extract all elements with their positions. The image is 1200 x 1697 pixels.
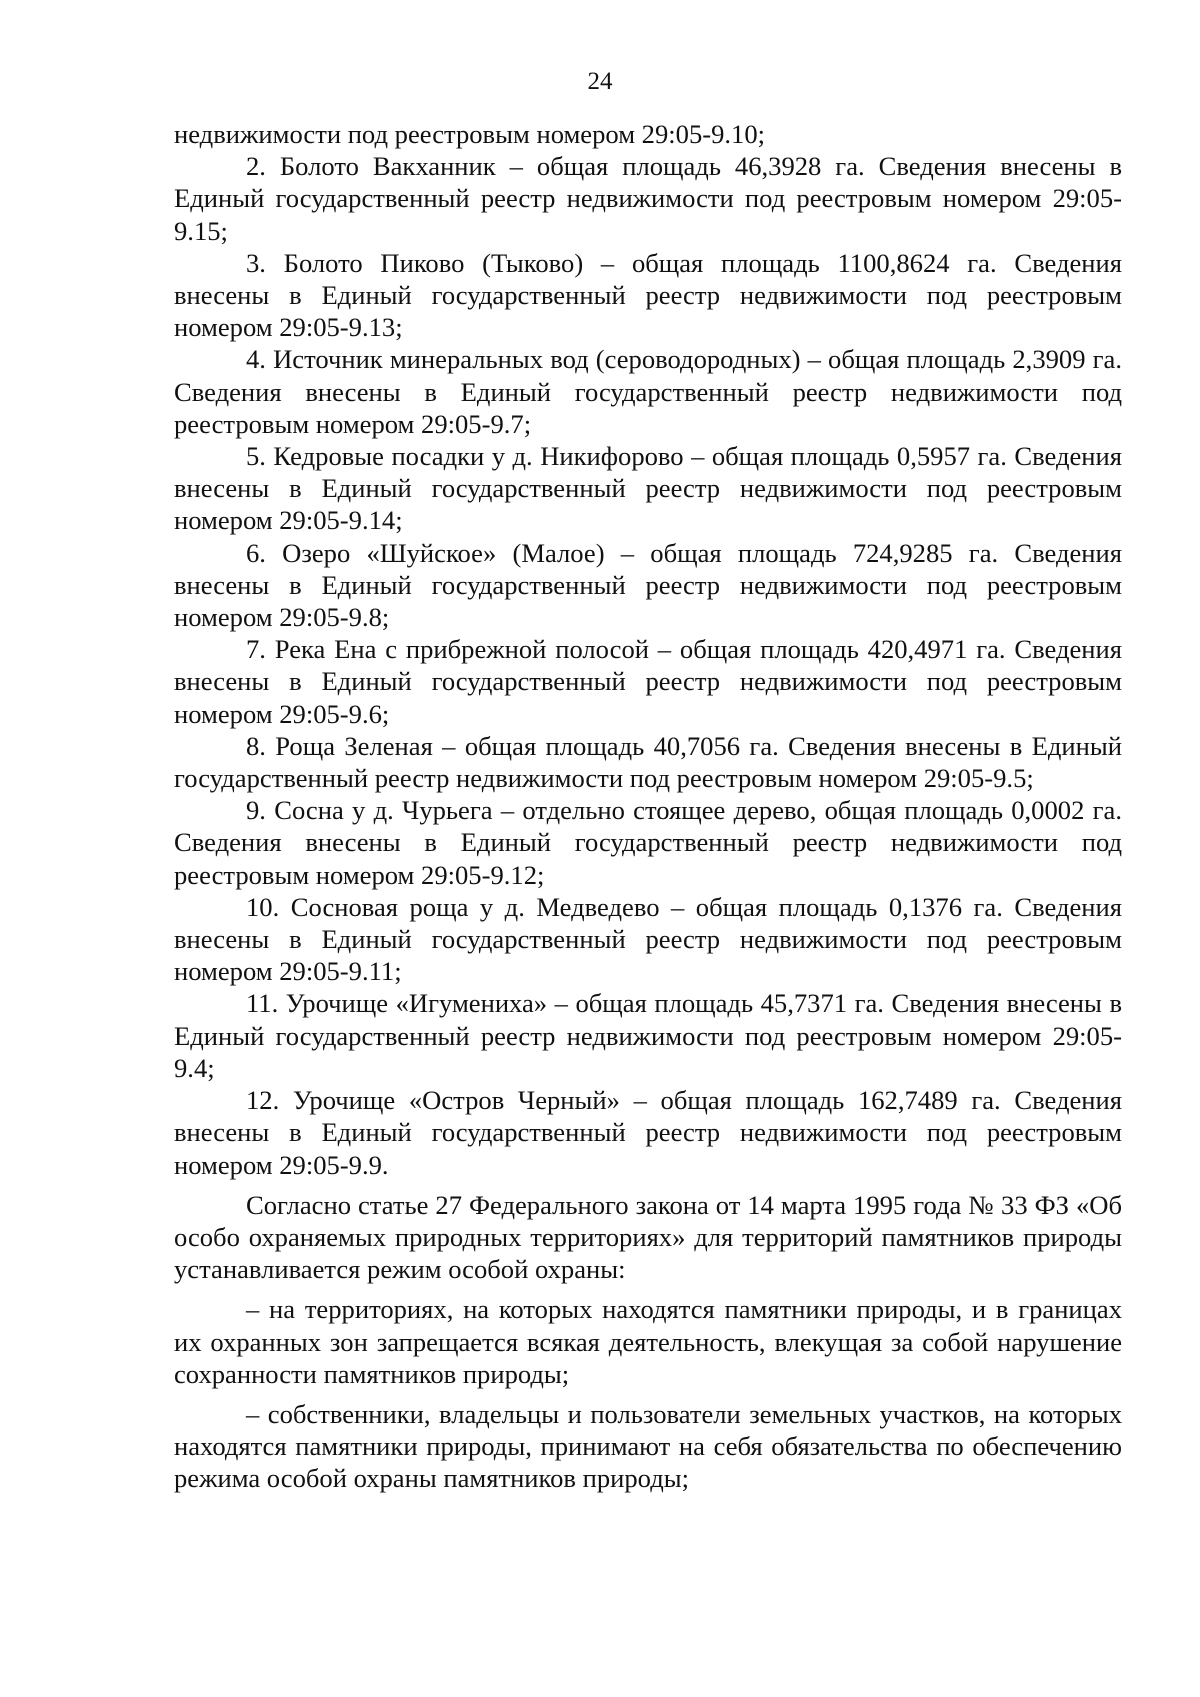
- list-item: 6. Озеро «Шуйское» (Малое) – общая площадь 724,9285 га. Сведения внесены в Единый государственный реестр недвижимости под реестровым номером 29:05-9.8;: [174, 537, 1122, 633]
- document-body: [174, 118, 1122, 1495]
- list-item: 12. Урочище «Остров Черный» – общая площадь 162,7489 га. Сведения внесены в Единый государственный реестр недвижимости под реестровым номером 29:05-9.9.: [174, 1085, 1122, 1180]
- rule-item: – собственники, владельцы и пользователи земельных участков, на которых находятся памятники природы, принимают на себя обязательства по обеспечению режима особой охраны памятников природы;: [174, 1398, 1122, 1494]
- list-item: 7. Река Ена с прибрежной полосой – общая площадь 420,4971 га. Сведения внесены в Единый государственный реестр недвижимости под реестровым номером 29:05-9.6;: [174, 634, 1122, 729]
- list-item: 5. Кедровые посадки у д. Никифорово – общая площадь 0,5957 га. Сведения внесены в Единый государственный реестр недвижимости под реестровым номером 29:05-9.14;: [174, 441, 1122, 536]
- list-item: 2. Болото Вакханник – общая площадь 46,3928 га. Сведения внесены в Единый государственный реестр недвижимости под реестровым номером 29:05-9.15;: [174, 151, 1122, 246]
- list-item: 3. Болото Пиково (Тыково) – общая площадь 1100,8624 га. Сведения внесены в Единый государственный реестр недвижимости под реестровым номером 29:05-9.13;: [174, 247, 1122, 343]
- rule-item: – на территориях, на которых находятся памятники природы, и в границах их охранных зон запрещается всякая деятельность, влекущая за собой нарушение сохранности памятников природы;: [174, 1294, 1122, 1389]
- law-paragraph: Согласно статье 27 Федерального закона от 14 марта 1995 года № 33 ФЗ «Об особо охраняемых природных территориях» для территорий памятников природы устанавливается режим особой охраны:: [174, 1189, 1122, 1285]
- list-item: 10. Сосновая роща у д. Медведево – общая площадь 0,1376 га. Сведения внесены в Единый государственный реестр недвижимости под реестровым номером 29:05-9.11;: [174, 891, 1122, 987]
- list-item: 9. Сосна у д. Чурьега – отдельно стоящее дерево, общая площадь 0,0002 га. Сведения внесены в Единый государственный реестр недвижимости под реестровым номером 29:05-9.12;: [174, 795, 1122, 890]
- continuation-line: недвижимости под реестровым номером 29:05-9.10;: [174, 119, 766, 149]
- list-item: 11. Урочище «Игумениха» – общая площадь 45,7371 га. Сведения внесены в Единый государственный реестр недвижимости под реестровым номером 29:05-9.4;: [174, 988, 1122, 1083]
- list-item: 8. Роща Зеленая – общая площадь 40,7056 га. Сведения внесены в Единый государственный реестр недвижимости под реестровым номером 29:05-9.5;: [174, 730, 1122, 794]
- list-item: 4. Источник минеральных вод (сероводородных) – общая площадь 2,3909 га. Сведения внесены в Единый государственный реестр недвижимости под реестровым номером 29:05-9.7;: [174, 344, 1122, 439]
- page-number: 24: [587, 68, 613, 95]
